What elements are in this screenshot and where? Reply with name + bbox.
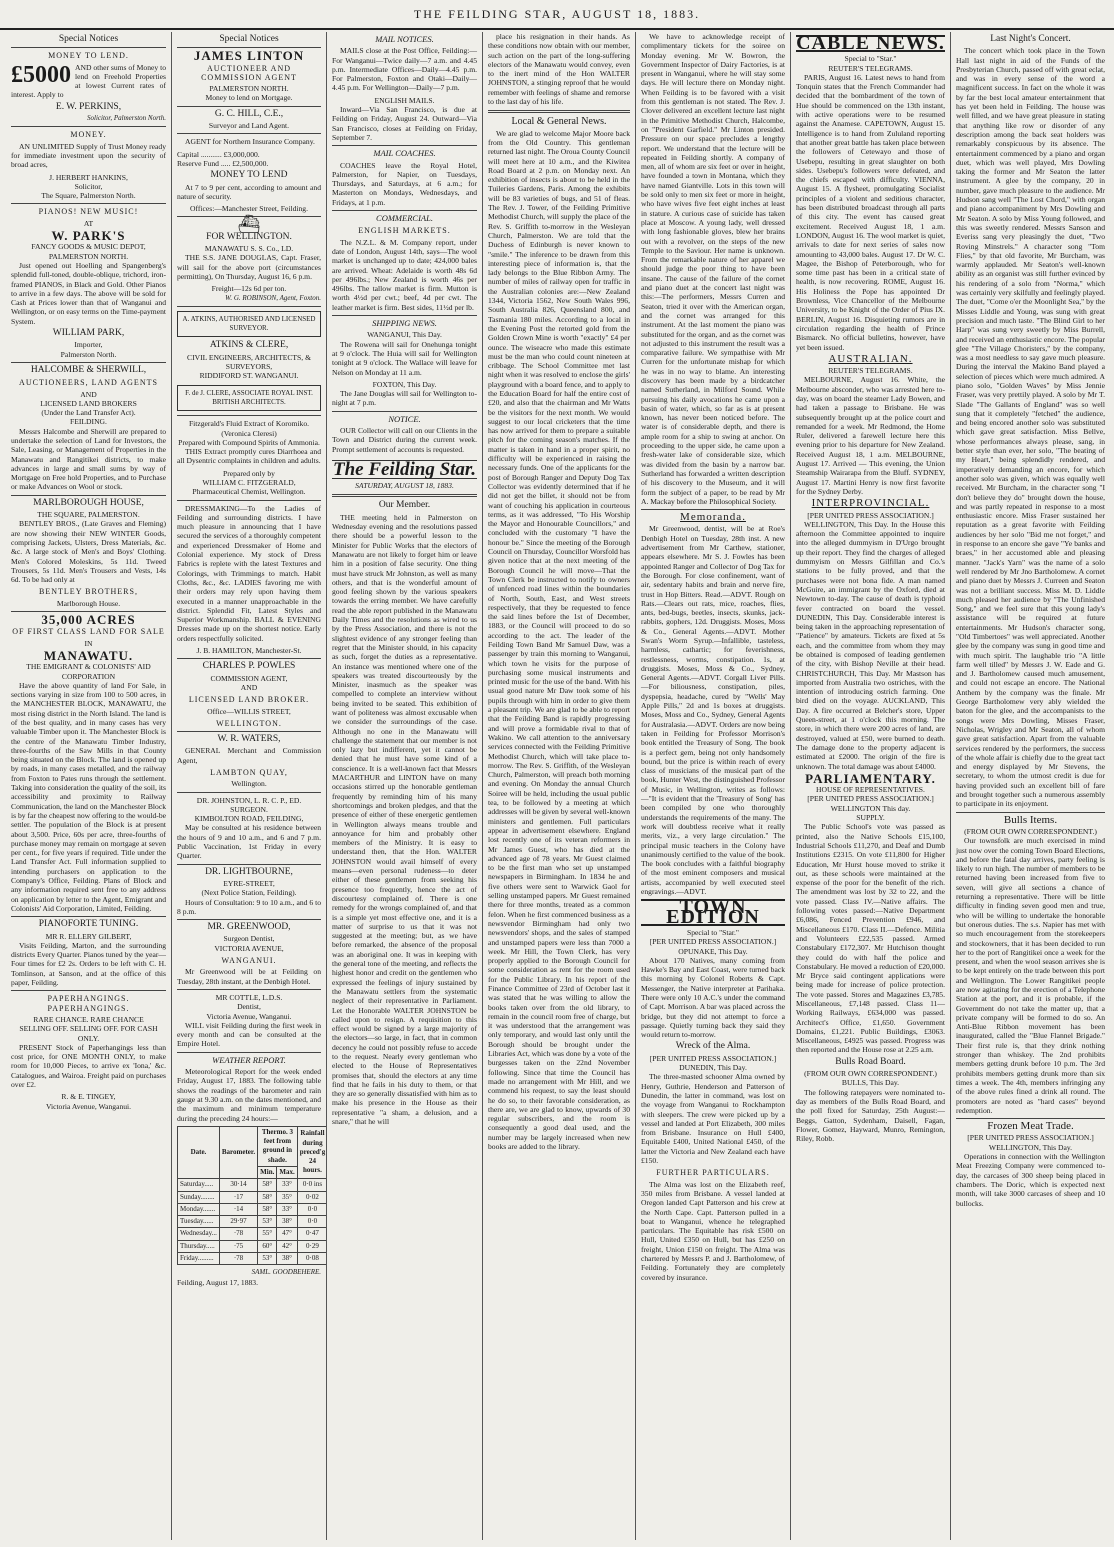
commercial-sub: ENGLISH MARKETS.: [358, 226, 451, 236]
bulls-road-title: Bulls Road Board.: [835, 1056, 906, 1067]
ad-title: MONEY.: [70, 130, 107, 140]
ad-role: Pharmaceutical Chemist, Wellington.: [192, 487, 306, 497]
parliamentary-body: The Public School's vote was passed as printed, also the Native Schools £15,100, Industrial Schools £11,270, and Deaf and Dumb Institutions £2315. On vote £11,800 for Higher Education, Mr Hurst house moved to strike it out, as these schools were maintained at the expense of the poor for the benefit of the rich. The amendment was lost by 32 to 22, and the vote passed. Class IV.—Native affairs. The following votes passed:—Native Department £6,086, Fenced Prevention £946, and Miscellaneous £170. Class II.—Defence. Militia and Volunteers £22,535 passed. Armed Constabulary £172,307. Mr Hutchison thought they could do with half the police and Constabulary. He moved a reduction of £20,000. Mr Bryce said contingent applications were being made for increase of police protection. The vote passed. Stores and Magazines £3,785. Miscellaneous, £7,148 passed. Class 11—Working Railways, £634,000 was passed. Architect's Office, £1,650. Government Domains, £1,221. Public Buildings, £3063. Miscellaneous, £4925 was passed. Progress was then reported and the House rose at 2.25 a.m.: [796, 822, 945, 1055]
ad-capital: Capital ........... £3,000,000.: [177, 149, 260, 159]
weather-cell: 35°: [277, 1191, 297, 1203]
weather-cell: 0·29: [297, 1240, 327, 1252]
local-news-body: We are glad to welcome Major Moore back from the Old Country. This gentleman returned last night. The Oroua County Council will meet here at 10 a.m., and the Kiwitea Road Board at 2 p.m. on Monday next. An exhibition of insects is about to be held in the Tuileries Gardens, Paris. Among the exhibits will be 83 varieties of bugs, and 51 of fleas. The Rev. J. Tower, of the Feilding Primitive Methodist Church, will supply the place of the Rev. S. Griffith to-morrow in the Wesleyan Church, Palmerston. We are told that the Duchess of Edinburgh is never known to "smile." The inference to be drawn from this interesting piece of information is, that the lady belongs to the Blue Ribbon Army. The number of miles of railway open for traffic in the Australian colonies are:—New Zealand 1344, Victoria 1562, New South Wales 996, South Australia 826, Queensland 800, and Tasmania 180 miles. According to a local in the Evening Post the retorted gold from the Golden Crown Mine is worth "exactly" £4 per ounce. The wiseacre who made this estimate must be the man who could count nineteen at cribbage. The School Committee met last night when it was resolved to enclose the girls' playground with a board fence, and to apply to the Education Board for half the entire cost of £20, and also that the chairman and Mr Watts be the visitors for the next month. We would suggest to our local cricketers that the time has now arrived for them to prepare a suitable pitch for the coming season's matches. If the matter is taken in hand in a proper spirit, no difficulty will be experienced in raising the necessary funds. One of the applicants for the post of Borough Ranger and Deputy Dog Tax Collector was evidently determined that if he did not get the billet, it should not be from want of couching his application in courteous terms, as it was addressed, "To His Worship the Mayor and Honourable Councillors," and concluded with the customary "I have the honour be." Since the meeting of the Borough Council on Thursday, Councillor Worsfold has given notice that at the next meeting of the Borough Council he will move—That the Town Clerk be instructed to notify to owners of unfenced road lines within the boundaries of North, South, East, and West streets respectively, that they be requested to fence the said lines before the 1st of December, 1883, or the Council will proceed to do so according to the act. The leader of the Feilding Town Band Mr Samuel Daw, was a passenger by train this morning to Wanganui, which town he visits for the purpose of purchasing some musical instruments and printed music for the use of the band. With his usual good nature Mr Daw took some of his pupils through with him in order to give them a pleasant trip. We are glad to be able to report that the Feilding Band is rapidly progressing and will prove a formidable rival to that of Wakino. We call attention to the anniversary services connected with the Feilding Primitive Methodist Church, which will take place to-morrow. The Rev. S. Griffith, of the Wesleyan Church, Palmerston, will preach both morning and evening. On Monday the annual Church Soiree will be held, including the usual public tea, to be followed by a meeting at which addresses will be given by several well-known ministers and gentlemen. Full particulars appear in advertisement elsewhere. England lost recently one of its veteran reformers in Mr James Guest, who has died at the advanced age of 78 years. Mr Guest claimed to be the first man who set up unstamped newspapers in Birmingham. In 1834 he and five others were sent to Warwick Gaol for selling unstamped papers. Mr Guest remained there for three months, treated as a common felon. When he first commenced business as a newsvendor Birmingham had only two newsvendors' shops, and the sales of stamped and unstamped papers were less than 7000 a week. Mr Hill, the Town Clerk, has very properly applied to the Borough Council for some consideration as rent for the room used for the Public Library. In his report of the Finance Committee of 23rd of October last it was stated that he was willing to allow the books taken over from the old library, to remain in the council room free of charge, but it was understood that the arrangement was only temporary, and would last only until the Borough should be brought under the Libraries Act, which was done by a vote of the burgesses taken on the 22nd November following. Since that time the Council has made no arrangement with Mr Hill, and we commend his request, to say the least should he do so, to their favorable consideration, as there are, we are glad to know, upwards of 30 regular subscribers, and the room is consequently a good deal used, and the number may be largely increased when new books are added to the library.: [488, 128, 630, 1152]
frozen-meat-body: Operations in connection with the Wellington Meat Freezing Company were commenced to-day, the carcases of 300 sheep being placed in chambers. The Doric, which is expected next month, will take 3000 carcases of sheep and 10 bullocks.: [956, 1152, 1105, 1208]
weather-cell: Tuesday......: [178, 1216, 220, 1228]
ad-address: EYRE-STREET,: [223, 878, 275, 888]
local-news-continued: We have to acknowledge receipt of complimentary tickets for the soiree on Monday evening. Mr W. Bowron, the Government Inspector of Dairy Factories, is at present in Wanganui, where he will stay some days. He will lecture there on Monday night. When Feilding is to be favored with a visit from this gentleman is not stated. The Rev. J. Clover delivered an excellent lecture last night in the Primitive Methodist Church, Halcombe, on "President Garfield." Mr Linton presided. Pressure on our space precludes a lengthy report. We understand that the lecture will be repeated in Feilding shortly. A company of men, all of whom are six feet or over in height, have founded a town in Montana, which they have named Giantville. Lots in this town will be sold only to men six feet or more in height, who have wives five feet eight inches at least in stature. A curious case of suicide has taken place at Moscow. A young lady, well dressed with long fashionable gloves, blew her brains out with a revolver, on the steps of the new Temple to the Saviour. Her name is unknown. From the remarkable nature of her apparel we should judge the poor thing to have been insane. The cause of the failure of the cornet and piano duet at the concert last night was this:—The performers, Messrs Curren and Seaton, tried it over with the American organ, and the cornet was arranged for this instrument. At the last moment the piano was substituted for the organ, and as the cornet was not adjusted to this instrument the result was a comparative failure. We sympathise with Mr Curren for the unfortunate mishap for which he was in no way to blame. An interesting discovery has been made by a birdcatcher named Sutherland, in Milford Sound. While pursuing his daily avocations he came upon a basin of water, which, so far as is at present known, has never been noticed before. The water is of considerable depth, and there is ample room for a ship to swing at anchor. On proceeding to the upper side, he came upon a fresh-water lake of considerable size, which was divided from the basin by a narrow bar. Sutherland has forwarded a written description of his discovery to the Museum, and it will form the subject of a paper, to be read by Mr A. Mackay before the Philosophical Society.: [641, 32, 785, 506]
divider: [332, 315, 477, 316]
ad-body: Messrs Halcombe and Sherwill are prepared to undertake the selection of Land for Investors, the Sale, Leasing, or Management of Properties in the Manawatu and Rangitikei districts, to make advances in large and small sums by way of Mortgage on Free hold Properties, and to Purchase or make Advances on Wool or stock.: [11, 426, 166, 492]
ad-town: Wellington.: [231, 779, 267, 789]
ad-body: AN UNLIMITED Supply of Trust Money ready for immediate investment upon the security of broad acres,: [11, 141, 166, 170]
weather-row: [178, 1216, 328, 1228]
business-card: F. de J. CLERE, ASSOCIATE ROYAL INST. BRITISH ARCHITECTS.: [177, 385, 321, 412]
correspondent: (FROM OUR OWN CORRESPONDENT.): [964, 826, 1097, 836]
weather-cell: 0·0 ins: [297, 1179, 327, 1191]
dateline: BULLS, This Day.: [841, 1078, 900, 1088]
ad-title: MONEY TO LEND: [210, 170, 288, 181]
ad-name: WILLIAM C. FITZGERALD,: [202, 477, 296, 487]
wreck-body: The three-masted schooner Alma owned by Henry, Guthrie, Henderson and Patterson of Dunedin, the latter in command, was lost on the voyage from Wanganui to Rockhampton with sleepers. The crew were picked up by a vessel and landed at Port Elizabeth, 300 miles from Brisbane. Insurance on Hull £400, Equitable £400, United National £450, of the latter the Victoria and New Zealand each have £150.: [641, 1072, 785, 1166]
weather-cell: ·78: [219, 1228, 257, 1240]
weather-cell: 55°: [258, 1228, 277, 1240]
column-1: [6, 32, 172, 1540]
divider: [177, 106, 321, 107]
australian-body: MELBOURNE, August 16. White, the Melbourne absconder, who was arrested here to-day, was on board the steamer Lady Bowen, and had taken a passage to Brisbane. He was subsequently brought up at the police court and remanded for a week. Mr Redmond, the Home Ruler, delivered a farewell lecture here this evening prior to his departure for New Zealand. Received August 18, 1 a.m. MELBOURNE, August 17. Arrived — This evening, the Union Steamship Wairarapa from the Bluff. SYDNEY, August 17. Martini Henry is now first favorite for the Sydney Derby.: [796, 375, 945, 496]
ad-body: At 7 to 9 per cent, according to amount and nature of security.: [177, 182, 321, 201]
ad-name: MR R. ELLERY GILBERT,: [45, 931, 132, 941]
ad-title: PIANOS! NEW MUSIC!: [38, 207, 139, 217]
ad-name: BENTLEY BROTHERS,: [39, 587, 138, 597]
concert-title: Last Night's Concert.: [990, 34, 1071, 44]
weather-table: [177, 1126, 327, 1266]
notice-title: NOTICE.: [388, 413, 421, 424]
ad-signature: WILLIAM PARK,: [52, 328, 125, 339]
weather-cell: ·17: [219, 1191, 257, 1203]
english-mails-body: Inward—Via San Francisco, is due at Feilding on Friday, August 24. Outward—Via San Francisco, closes at Feilding on Friday, September 7.: [332, 105, 477, 142]
town-edition-sub: Special to "Star.": [687, 927, 739, 937]
weather-cell: ·14: [219, 1203, 257, 1215]
ad-title: ATKINS & CLERE,: [209, 340, 289, 351]
ad-body: Visits Feilding, Marton, and the surrounding districts Every Quarter. Pianos tuned by the year—Four times for £2 2s. Orders to be left with C. H. Tomlinson, at Sanson, and at the office of this paper, Feilding.: [11, 940, 166, 988]
newspaper-flag: The Feilding Star.: [332, 458, 477, 480]
weather-cell: 30·14: [219, 1179, 257, 1191]
weather-cell: 0·0: [297, 1203, 327, 1215]
ad-title: MR COTTLE, L.D.S.: [215, 992, 283, 1002]
ad-body: THIS Extract promptly cures Diarrhoea and all Dysentric complaints in children and adults.: [177, 447, 321, 466]
ad-office: Office—WILLIS STREET,: [207, 706, 291, 716]
weather-cell: Thursday.....: [178, 1240, 220, 1252]
ad-sub: (Next Police Station, Feilding).: [201, 888, 297, 898]
weather-header: Barometer.: [219, 1126, 257, 1178]
divider: [11, 47, 166, 48]
ad-name: R. & E. TINGEY,: [61, 1092, 116, 1102]
ad-amount: £5000: [11, 61, 71, 88]
town-edition-title: TOWN EDITION: [641, 899, 785, 926]
weather-row: [178, 1203, 328, 1215]
press-association: REUTER'S TELEGRAMS.: [828, 63, 913, 73]
weather-cell: 38°: [277, 1216, 297, 1228]
ad-sub: MANAWATU S. S. Co., LD.: [204, 244, 294, 254]
divider: [177, 864, 321, 865]
weather-cell: 53°: [258, 1216, 277, 1228]
divider: [332, 494, 477, 497]
divider: [177, 306, 321, 307]
divider: [332, 145, 477, 146]
weather-subheader: Max.: [277, 1166, 297, 1178]
divider: [11, 990, 166, 991]
ad-office: Offices:—Manchester Street, Feilding.: [190, 204, 308, 214]
column-4: [483, 32, 636, 1540]
wreck-title: Wreck of the Alma.: [675, 1041, 751, 1052]
bulls-items-title: Bulls Items.: [1003, 813, 1058, 826]
weather-cell: 58°: [258, 1203, 277, 1215]
columns: [6, 32, 1110, 1540]
weather-signature: SAML. GOODBEHERE.: [251, 1268, 321, 1277]
column-7: [951, 32, 1110, 1540]
ad-town: WANGANUI.: [221, 956, 277, 966]
ad-address: Marlborough House.: [56, 598, 121, 608]
ad-body: DRESSMAKING—To the Ladies of Feilding and surrounding districts. I have much pleasure in announcing that I have secured the services of a thoroughly competent and experienced Dressmaker of Home and Colonial experience. My stock of Dress Fabrics is replete with the latest Textures and Colorings, with Trimmings to match. Habit Cloths, &c., &c. LADIES favoring me with their orders may rely upon having them executed in a manner unapproachable in the district. Splendid Fit, Latest Styles and Superior Workmanship. BALL & EVENING Dresses made up on the shortest notice. Early orders respectfully solicited.: [177, 503, 321, 643]
divider: [177, 792, 321, 793]
ad-sub: CIVIL ENGINEERS, ARCHITECTS, & SURVEYORS,: [187, 352, 311, 372]
weather-cell: 0·47: [297, 1228, 327, 1240]
ad-signature-line: Importer,: [74, 340, 103, 350]
further-title: FURTHER PARTICULARS.: [656, 1168, 770, 1178]
ad-body: PRESENT Stock of Paperhangings less than cost price, for ONE MONTH ONLY, to make room for 10,000 Pieces, to arrive ex 'Iona,' &c. Catalogues, and Wairoa. Freight paid on purchases over £2.: [11, 1042, 166, 1089]
column-header: Special Notices: [58, 34, 119, 44]
business-card: A. ATKINS, AUTHORISED AND LICENSED SURVEYOR.: [177, 311, 321, 338]
ad-sub: AUCTIONEER AND COMMISSION AGENT: [201, 63, 297, 82]
ad-body: Have the above quantity of land For Sale, in sections varying in size from 100 to 500 acres, in the MANCHESTER BLOCK, MANAWATU, the most rising district in the North Island. The land is of the best quality, and in many cases has very valuable Timber upon it. The Manchester Block is the centre of the Manawatu Timber Industry, three-fourths of the Saw Mills in that County being situated on the Block. The land is opened up by roads, in many cases metalled, and the railway from Foxton to Pates runs through the settlement. Taking into consideration the quality of the soil, its accessibility and proximity to Railway Communication, the land on the Manchester Block is by far the cheapest now offering to the would-be settler. The population of the Block is at present about 3,500. Price, 60s per acre, three-fourths of purchase money may remain on mortgage at seven per cent., for five years if required. Title under the Land Transfer Act. Full information supplied to intending purchasers on application to the Company's Office, Feilding. Plans of Block and any information required sent free to any address on application by letter to the Agent, Emigrant and Colonists' Aid Corporation, Limited, Feilding.: [11, 680, 167, 913]
ad-sub: Surveyor and Land Agent.: [208, 121, 290, 131]
divider: [332, 411, 477, 412]
weather-row: [178, 1253, 328, 1265]
interprovincial-title: INTERPROVINCIAL.: [811, 497, 930, 510]
ad-and: AND: [80, 389, 97, 399]
divider: [177, 1052, 321, 1053]
bulls-road-body: The following ratepayers were nominated to-day as members of the Bulls Road Board, and the poll fixed for Saturday, 25th August:—Beggs, Gatton, Sydenham, Daisell, Fagan, Flower, Gomez, Hayward, Munro, Remington, Riley, Robb.: [796, 1087, 945, 1144]
ad-body: WILL visit Feilding during the first week in every month and can be consulted at the Empire Hotel.: [177, 1020, 321, 1049]
ad-company: THE EMIGRANT & COLONISTS' AID CORPORATION: [26, 662, 151, 681]
ad-address: Victoria Avenue, Wanganui.: [45, 1101, 132, 1111]
ad-title: Fitzgerald's Fluid Extract of Koromiko. (Veronica Cleresi): [188, 419, 310, 438]
ad-sub: LICENSED LAND BROKER.: [188, 695, 310, 705]
ad-title: 35,000 ACRES: [41, 612, 136, 628]
ad-sub: SELLING OFF. SELLING OFF. FOR CASH ONLY.: [19, 1024, 158, 1043]
ad-sub: (Under the Land Transfer Act).: [41, 408, 136, 418]
leader-body: THE meeting held in Palmerston on Wednesday evening and the resolutions passed there should be a powerful lesson to the Minister for Public Works that the electors of Manawatu are not likely to forget him or leave him in a position of false security. One thing must have struck Mr Johnston, as well as many others, and that is the wonderful amount of good feeling shown by the various speakers towards the erring member. We have carefully read the able report published in the Manawatu Daily Times and the resolutions as wired to us by the Press Association, and there is not the slightest evidence of any stronger feeling than regret that the Minister should, in his capacity as such, forget the duties as a representative. An instance was mentioned where one of the speakers was treated discourteously by the Minister, inasmuch as the speaker was compelled to complete an interview without being invited to be seated. This exhibition of want of politeness was almost excusable when we consider the surroundings of the case. Although no one in the Manawatu will challenge the statement that our member is not only lazy but indifferent, yet it cannot be denied that he must have some kind of a conscience. It is a well-known fact that Messrs MACARTHUR and LINTON have on many occasions stirred up the honorable gentleman frequently by reminding him of his many shortcomings and broken pledges, and that the presence of either of these energetic gentlemen in Wellington always means trouble and annoyance for him and probably other members of the Ministry. It is easy to understand then, that the Hon. WALTER JOHNSTON would avail himself of every means—even personal rudeness—to deter either of these gentlemen from seeking his presence too frequently, hence the act of discourtesy complained of. There is one remedy for the wrongs complained of, and that is a simple yet most effective one, and it is a matter of surprise to us that it was not suggested at the meeting; but, as we have before remarked, the absence of the proposal was an aboriginal one. It was in keeping with the general tone of the meeting, and reflects the highest honor and credit on the gentlemen who expressed the feelings of injury sustained by the Manawatu settlers from the systematic neglect of their representative in Parliament. Let the Honorable WALTER JOHNSTON be called upon to resign. A requisition to this effect would be signed by a large majority of the electors—so large, in fact, that in common decency he could not possibly refuse to accede to the request. Nearly every gentleman who elected to the House of Representatives promises that, should the electors at any time find that he fails in his duty to them, or that they are so generally dissatisfied with him as to make his presence in the House as their representative "a sham, a delusion, and a snare," that he will: [332, 512, 477, 1127]
column-header: Special Notices: [219, 34, 279, 44]
frozen-meat-title: Frozen Meat Trade.: [987, 1120, 1074, 1133]
leader-continued: place his resignation in their hands. As these conditions now obtain with our member, such action on the part of the long-suffering electors of the Manawatu would convey, even to the inert mind of the Hon WALTER JOHNSTON, a stinging reproof that he would remember with feelings of shame and remorse to the last day of his life.: [488, 32, 630, 107]
weather-cell: 47°: [277, 1228, 297, 1240]
weather-cell: 60°: [258, 1240, 277, 1252]
supply-title: SUPPLY.: [856, 813, 885, 823]
parliamentary-title: PARLIAMENTARY.: [805, 770, 936, 786]
weather-cell: ·75: [219, 1240, 257, 1252]
ad-title: W. R. WATERS,: [217, 734, 281, 745]
divider: [11, 362, 166, 363]
ad-sub: AUCTIONEERS, LAND AGENTS: [19, 378, 158, 388]
shipping-title: SHIPPING NEWS.: [372, 318, 437, 329]
coach-body: COACHES leave the Royal Hotel, Palmerston, for Napier, on Tuesdays, Thursdays, and Saturdays, at 6 a.m.; for Masterton on Mondays, Wednesdays, and Fridays, at 1 p.m.: [332, 160, 477, 207]
ad-title: DR. JOHNSTON, L. R. C. P., ED. SURGEON.: [196, 795, 302, 814]
ad-place: MANAWATU.: [43, 647, 134, 663]
divider: [641, 509, 785, 510]
weather-header: Date.: [178, 1126, 220, 1178]
divider: [11, 203, 166, 204]
ad-freight: Freight—12s 6d per ton.: [211, 284, 287, 294]
notice-body: OUR Collector will call on our Clients in the Town and District during the current week. Prompt settlement of accounts is requested.: [332, 425, 477, 454]
column-6: [791, 32, 951, 1540]
ad-title: DR. LIGHTBOURNE,: [205, 866, 293, 877]
ad-sub: Prepared with Compound Spirits of Ammonia.: [178, 437, 320, 447]
dateline: OPUNAKE, This Day.: [678, 946, 748, 956]
shipping-place: WANGANUI, This Day.: [367, 330, 442, 340]
column-5: [636, 32, 791, 1540]
weather-cell: 0·0: [297, 1216, 327, 1228]
further-body: The Alma was lost on the Elizabeth reef, 350 miles from Brisbane. A vessel landed at Oregon landed Capt Patterson and his crew at the North Cape. Capt. Patterson pulled in a boat to Wanganui, whence he telegraphed particulars. The Equitable has risk £500 on Hull, United £350 on Hull, but has £250 on freight, Union £150 on freight. The Alma was chartered by Messrs P. and J. Bartholomew, of Feilding. Fortunately they are completely covered by insurance.: [641, 1179, 785, 1282]
ad-title: PAPERHANGINGS. PAPERHANGINGS.: [47, 994, 130, 1013]
divider: [177, 919, 321, 920]
dateline: WELLINGTON, This Day.: [988, 1142, 1073, 1152]
ad-places: RIDDIFORD ST. WANGANUI.: [199, 371, 299, 381]
australian-title: AUSTRALIAN.: [828, 352, 913, 365]
local-news-title: Local & General News.: [511, 116, 607, 128]
ad-body: Just opened out Hoelling and Spangenberg's splendid full-toned, double-oblique, trichord, iron-framed PIANOS, in Black and Gold. Other Pianos to arrive in a few days. The above will be sold for Cash at Prices lower than that of Wanganui and Wellington, or on easy terms on the Time-payment System.: [11, 260, 166, 326]
weather-cell: 42°: [277, 1240, 297, 1252]
ad-town: FEILDING.: [70, 417, 107, 427]
weather-cell: 0·08: [297, 1253, 327, 1265]
weather-cell: Saturday.....: [178, 1179, 220, 1191]
ad-sub: COMMISSION AGENT,: [210, 673, 288, 683]
divider: [177, 731, 321, 732]
weather-row: [178, 1228, 328, 1240]
press-association: [PER UNITED PRESS ASSOCIATION.]: [649, 937, 777, 947]
divider: [488, 110, 630, 113]
divider: [177, 658, 321, 659]
weather-cell: ·78: [219, 1253, 257, 1265]
cable-news-body: PARIS, August 16. Latest news to hand from Tonquin states that the French Commander had decided that the bombardment of the town of Hue should be commenced on the 13th instant, with active operations were to be resumed against the Anamese. CAPETOWN, August 15. Intelligence is to hand from Zululand reporting that another great battle has taken place between the followers of Cetewayo and those of Usebepu, resulting in great slaughter on both sides. Usebepu's followers were defeated, and the chiefs escaped with difficulty. VIENNA, August 15. A flysheet, promulgating Socialist principles of a violent and seditious character, has been distributed broadcast through all parts of this city. The event has caused great excitement. Received August 18, 1 a.m. LONDON, August 16. The wool market is quiet, arrivals to date for next series of sales now amounting to 43,000 bales. August 17. Dr W. C. Magee, the Bishop of Peterborough, who for some time past has been in a critical state of health, is now recovering. ROME, August 16. His Holiness the Pope has appointed Dr Brownless, Vice Chancellor of the Melbourne University, to be Knight of the Order of Pius IX. BERLIN, August 16. Disquieting rumors are in circulation regarding the health of Prince Bismarck. No official bulletins, however, have yet been issued.: [796, 72, 945, 352]
ad-role: Solicitor,: [74, 181, 103, 191]
weather-date: Feilding, August 17, 1883.: [177, 1277, 259, 1287]
ad-body: Hours of Consultation: 9 to 10 a.m., and 6 to 8 p.m.: [177, 897, 321, 916]
ad-signature-line: Palmerston North.: [60, 349, 117, 359]
cable-news-sub: Special to "Star.": [844, 54, 897, 64]
ad-at: AT: [83, 218, 94, 228]
press-association: [PER UNITED PRESS ASSOCIATION.]: [967, 1133, 1094, 1143]
ad-sub: OF FIRST CLASS LAND FOR SALE: [12, 627, 165, 637]
ad-address: VICTORIA AVENUE,: [214, 943, 284, 953]
ad-body: Mr Greenwood will be at Feilding on Tuesday, 28th instant, at the Denbigh Hotel.: [177, 967, 321, 986]
ad-sub: FANCY GOODS & MUSIC DEPOT, PALMERSTON NORTH.: [31, 242, 146, 261]
ad-sub: Dentist,: [237, 1002, 261, 1012]
cable-news-title: CABLE NEWS.: [796, 32, 945, 54]
town-edition-body: About 170 Natives, many coming from Hawke's Bay and East Coast, were turned back this morning by Colonel Roberts & Capt. Messenger, the Native interpreter at Parihaka. There were only 10 A.C.'s under the command of Capt. Morrison. A bar was placed across the bridge, but they did not attempt to force a passage. Quietly turning back they said they would return to-morrow.: [641, 955, 785, 1040]
correspondent: (FROM OUR OWN CORRESPONDENT.): [804, 1069, 937, 1079]
shipping-body: The Rowena will sail for Onehunga tonight at 9 o'clock. The Huia will sail for Wellington tonight at 9 o'clock. The Wallace will leave for Nelson on Monday at 11 a.m.: [332, 339, 477, 377]
weather-cell: Friday.........: [178, 1253, 220, 1265]
weather-cell: 0·02: [297, 1191, 327, 1203]
ad-name: W. PARK'S: [51, 228, 126, 244]
divider: [11, 495, 166, 496]
commercial-body: The N.Z.L. & M. Company report, under date of London, August 14th, says—The wool market is unchanged up to date; 424,000 bales are arrived. Wheat: Adelaide is worth 48s 6d per 496lbs.; New Zealand is worth 46s per 496lbs. The tallow market is firm. Mutton is worth 4½d per cwt.; beef, 4d per cwt. The leather market is firm. Best sides, 11½d per lb.: [332, 237, 477, 312]
ad-title: MR. GREENWOOD,: [207, 922, 291, 933]
divider: [11, 916, 166, 917]
ad-prep: Prepared only by: [223, 468, 275, 478]
page-masthead: THE FEILDING STAR, AUGUST 18, 1883.: [0, 0, 1114, 30]
ad-address: The Square, Palmerston North.: [41, 191, 136, 201]
ad-in: IN: [84, 638, 93, 648]
press-association: [PER UNITED PRESS ASSOCIATION.]: [807, 794, 934, 804]
mail-body: MAILS close at the Post Office, Feilding:— For Wanganui—Twice daily—7 a.m. and 4.45 p.m. Intermediate Offices—Daily—4.45 p.m. For Palmerston, Foxton and Otaki—Daily—4.45 p.m. For Wellington—Daily—7 p.m.: [332, 46, 477, 93]
english-mails-title: ENGLISH MAILS.: [374, 95, 435, 105]
press-association: [PER UNITED PRESS ASSOCIATION.]: [649, 1053, 777, 1063]
divider: [956, 812, 1105, 813]
weather-row: [178, 1179, 328, 1191]
weather-row: [178, 1191, 328, 1203]
steamship-icon: ⛴: [237, 214, 261, 235]
mail-title: MAIL NOTICES.: [375, 34, 434, 44]
ad-address: Victoria Avenue, Wanganui.: [206, 1011, 292, 1021]
concert-body: The concert which took place in the Town Hall last night in aid of the Funds of the Presbyterian Church, passed off with great eclat, and was in every sense of the word a magnificent success. In fact on the whole it was by far the best local amateur entertainment that has yet been held in Feilding. The house was well filled, and we have great pleasure in stating that anything like row or disorder of any description among the back seat holders was remarkably conspicuous by its absence. The entertainment commenced by a piano and organ duet, which was well played, Mrs Dowling taking the former and Mr Seaton the latter instrument. A glee by the company, 20 in number, gave much pleasure to the audience. Mr Hudson sang well "The Lost Chord," with organ and piano accompaniment by Mrs Dowling and Mr Seaton. A solo by Miss Young followed, and this was sweetly rendered. Messrs Sanson and Everiss sang very pleasingly the duet, "Two Roving Minstrels." A character song "Tom Flies," by that old favorite, Mr Burcham, was warmly applauded. Mr Seaton's well-known ability as an organist was still further evinced by his rendering of a solo from "Norma," which was certainly very skilfully and feelingly played. The duet, "Come o'er the Moonlight Sea," by the Misses Liddle and Young, was sung with great precision and much taste. "The Blind Girl to her Harp" was sung very sweetly by Miss Burrell, and received an enthusiastic encore. The popular glee "The Village Choristers," by the company, was a most needless to say gave much pleasure. During the interval the Makino Band played a selection of pieces which were much admired. A piano solo, "Golden Waves" by Miss Jennie Fraser, was very prettily played. A solo by Mr T. Slade "The Gallants of England" was so well sung that it completely "fetched" the audience, and being encored another solo was substituted which gave great satisfaction. Miss Bellve, whose performances always please, sang, in better style than ever, her solo, "The beating of my Heart," being splendidly rendered, and imperatively demanding an encore, for which another solo was given, which was equally well received. Mr Burcham, in the character song "I don't believe they do" brought down the house, and was partly repeated in response to a most enthusiastic encore. Miss Fraser sustained her reputation as a great favorite with Feilding audiences by her solo "Bid me not forget," and in response to an encore she gave "Ye banks and braes," in her accustomed able and pleasing manner. "Jack's Yarn" was the name of a solo well rendered by Mr Jno Bartholomew. A cornet and piano duet by Messrs J. Curreen and Seaton was not a brilliant success. Miss M. D. Liddle much pleased her audience by "The Unfinished Song," and we feel sure that this young lady's assistance will be required at future entertainments. Mr Hudson's character song, "Old Timbertoes" was well appreciated. Another glee by the company was sung in good time and with much spirit. The laughable trio "A little farm well tilled" by Messrs J. W. Eade and G. and J. Bartholomew caused much amusement, and could not escape an encore. The National Anthem by the company was the finale. Mr George Bartholomew very ably wielded the baton for the glee, and the accompanists to the songs were Mrs Dowling, Misses Fraser, Nicholas, Wrigley and Mr Seaton, all of whom gave great satisfaction. Apart from the valuable services rendered by the performers, the success of the whole affair is chiefly due to the great tact and energy displayed by Mr Stevens, the secretary, to whom the utmost credit is due for having provided such an excellent bill of fare and brought together such a numerous assembly to participate in its enjoyment.: [956, 46, 1105, 809]
divider: [11, 126, 166, 127]
dateline: DUNEDIN, This Day.: [679, 1063, 747, 1073]
ad-title: MONEY TO LEND.: [48, 51, 129, 61]
ad-title: CHARLES P. POWLES: [202, 661, 296, 672]
divider: [177, 415, 321, 416]
bulls-items-body: Our townsfolk are much exercised in mind just now over the coming Town Board Elections, and before the fatal day arrives, party feeling is likely to run high. The number of members to be returned having been increased from five to seven, will give all sections a chance of returning a representative. There will be little difficulty in finding seven good men and true, who will be willing to undertake the honorable but onerous duties. The s.s. Napier has met with so much encouragement from the storekeepers and stockowners, that it has been decided to run her to the port of Rangitikei once a week for the present, and when the wool season arrives she is to be kept entirely on the trade between this port and Wellington. The Lower Rangitikei people are now agitating for the erection of a Telephone Station at the port, and it is probable, if the Government do not take the matter up, that a private company will be formed to do so. An Anti-Blue Ribbon movement has been inaugurated, called the "Blue Flannel Brigade." Their first rule is, that they drink nothing stronger than whiskey. The 2nd prohibits members getting drunk before 10 p.m. The 3rd prohibits members getting drunk more than six times a week. The 4th, members infringing any of the above rules fined a drink all round. The promoters are noted as "hard cases" beyond redemption.: [956, 836, 1105, 1115]
ad-agent: W. G. ROBINSON, Agent, Foxton.: [225, 293, 321, 302]
ad-address: LAMBTON QUAY,: [210, 768, 288, 777]
press-association: REUTER'S TELEGRAMS.: [828, 366, 913, 376]
divider: [177, 989, 321, 990]
weather-subheader: Min.: [258, 1166, 277, 1178]
ad-title: G. C. HILL, C.E.,: [214, 108, 284, 119]
ad-reserve: Reserve Fund ..... £2,500,000.: [177, 158, 269, 168]
ad-role: Solicitor, Palmerston North.: [87, 114, 166, 123]
weather-cell: Monday.......: [178, 1203, 220, 1215]
ad-town: WELLINGTON.: [216, 718, 282, 728]
ad-title: HALCOMBE & SHERWILL,: [30, 364, 147, 375]
interprovincial-body: WELLINGTON, This Day. In the House this afternoon the Committee appointed to inquire into the alleged dummyism in D'Urgo brought up their report. They find the charges of alleged dummyism on Messrs Gilfillan and Co.'s stations to be fully proved, and that the purchases were not bona fide. A man named McGuire, an immigrant by the Oxford, died at Newtown to-day. The cause of death is typhoid fever contracted on board the vessel. DUNEDIN, This Day. Considerable interest is being taken in the approaching representation of "Patience" by amateurs. Tickets are fixed at 5s each, and the committee from whom they may be obtained is composed of leading gentlemen of the city, with Bishop Neville at their head. CHRISTCHURCH, This Day. Mr Mastson has imported from Australia two ostriches, with the intention of introducing ostrich farming. One bird died on the voyage. AUCKLAND, This Day. A fire occurred at Belcher's store, Upper Queen-street, at 1 o'clock this morning. The store, in which there were 200 acres of land, are destroyed, valued at £50, were burned to death. The damage done to the property adjacent is estimated at £2000. The origin of the fire is unknown. The total damage was about £4000.: [796, 519, 945, 771]
leader-title: Our Member.: [378, 500, 431, 511]
weather-cell: 38°: [277, 1253, 297, 1265]
ad-address: KIMBOLTON ROAD, FEILDING,: [194, 814, 304, 824]
weather-cell: 29·97: [219, 1216, 257, 1228]
ad-sub: THE SQUARE, PALMERSTON.: [37, 510, 140, 520]
divider: [956, 1118, 1105, 1119]
weather-cell: 33°: [277, 1203, 297, 1215]
ad-title: MARLBOROUGH HOUSE,: [33, 497, 144, 508]
weather-cell: Sunday........: [178, 1191, 220, 1203]
ad-body: GENERAL Merchant and Commission Agent,: [177, 746, 321, 765]
divider: [177, 133, 321, 134]
ad-body: AGENT for Northern Insurance Company.: [185, 137, 315, 147]
ad-body: May be consulted at his residence between the hours of 9 and 10 a.m., and 6 and 7 p.m. Public Vaccination, 1st Friday in every Quarter.: [177, 823, 321, 861]
weather-cell: 58°: [258, 1179, 277, 1191]
divider: [332, 210, 477, 211]
ad-title: FOR WELLINGTON.: [206, 231, 292, 242]
weather-rows: [178, 1179, 328, 1265]
weather-cell: 53°: [258, 1253, 277, 1265]
divider: [177, 500, 321, 501]
ad-title: PIANOFORTE TUNING.: [38, 919, 139, 930]
weather-intro: Meteorological Report for the week ended Friday, August 17, 1883. The following table shows the readings of the barometer and rain gauge at 9.30 a.m. on the dates mentioned, and the maximum and minimum temperature during the preceding 24 hours:—: [177, 1067, 321, 1123]
column-3: [327, 32, 483, 1540]
dateline: WELLINGTON This day.: [830, 803, 911, 813]
ad-name: E. W. PERKINS,: [55, 101, 122, 112]
commercial-title: COMMERCIAL.: [376, 213, 433, 224]
ad-name: J. B. HAMILTON, Manchester-St.: [196, 646, 302, 656]
weather-cell: Wednesday...: [178, 1228, 220, 1240]
ad-body: THE S.S. JANE DOUGLAS, Capt. Fraser, will sail for the above port (circumstances permitting), On Thursday, August 16, 6 p.m.: [177, 253, 321, 281]
coach-title: MAIL COACHES.: [373, 148, 436, 159]
ad-sub: LICENSED LAND BROKERS: [40, 398, 137, 408]
ad-address: PALMERSTON NORTH.: [209, 84, 289, 94]
column-2: [172, 32, 327, 1540]
ad-body: BENTLEY BROS., (Late Graves and Fleming) are now showing their NEW WINTER Goods, comprising Jackets, Ulsters, Dress Materials, &c. &c. A large stock of Men's and Boys' Clothing. Men's Colored Moleskins, 5s 11d. Tweed Trousers, 5s 11d. Men's Trousers and Vests, 14s 6d. To be had only at: [11, 519, 166, 585]
ad-sub: Surgeon Dentist,: [223, 934, 275, 944]
ad-and: AND: [240, 682, 258, 692]
weather-header: Rainfall during preced'g 24 hours.: [297, 1126, 327, 1178]
memoranda-body: Mr Greenwood, dentist, will be at Roe's Denbigh Hotel on Tuesday, 28th inst. A new advertisement from Mr Carthew, stationer, appears elsewhere. Mr S. J. Fowles has been appointed Ranger and Collector of Dog Tax for the Borough. For close confinement, want of air, sedentary habits and brain and nerve fire, trust in Hop Bitters. Read.—ADVT. Rough on Rats.—Clears out rats, mice, roaches, flies, ants, bed-bugs, beetles, insects, skunks, jack-rabbits, gophers, 12d. Druggists. Moses, Moss & Co., General Agents.—ADVT. Mother Swan's Worm Syrup.—Infallible, tasteless, harmless, cathartic; for feverishness, restlessness, worms, constipation. 1s, at druggists. Moses, Moss & Co., Sydney, General Agents.—ADVT. Corgall Liver Pills.—For biliousness, constipation, piles, dyspepsia, headache, cured by "Wells' May Apple Pills," 2d and 1s boxes at druggists. Moses, Moss and Co., Sydney, General Agents for Australasia.—ADVT. Orders are now being taken in Feilding for Professor Morrison's book entitled the Treasury of Song. The book is a perfect gem, being not only handsomely bound, but the price is within reach of every class of musicians of the musical part of the book, Hunter West, the distinguished Professor of Music, in Wellington, writes as follows:—"It is evident that the 'Treasury of Song' has been compiled by one who thoroughly understands the requirements of the many. The work will doubtless receive what it really merits, viz., a very large circulation." The principal music teachers in the Colony have unanimously certified to the value of the book. The book concludes with a faithful biography of the most eminent composers and musical artists, accompanied by well executed steel engravings.—ADVT.: [641, 524, 785, 897]
weather-cell: 58°: [258, 1191, 277, 1203]
weather-cell: 33°: [277, 1179, 297, 1191]
memoranda-title: Memoranda.: [680, 511, 746, 524]
issue-date: SATURDAY, AUGUST 18, 1883.: [355, 481, 454, 491]
ad-title: JAMES LINTON: [193, 48, 305, 64]
ad-sub: RARE CHANCE. RARE CHANCE: [33, 1014, 144, 1024]
weather-title: WEATHER REPORT.: [212, 1054, 286, 1065]
parliamentary-sub: HOUSE OF REPRESENTATIVES.: [816, 785, 925, 795]
ad-body: Money to lend on Mortgage.: [205, 93, 293, 103]
ad-name: J. HERBERT HANKINS,: [49, 172, 128, 182]
shipping-body: The Jane Douglas will sail for Wellington to-night at 7 p.m.: [332, 389, 477, 408]
shipping-place: FOXTON, This Day.: [372, 379, 437, 389]
ad-body: £5000 AND other sums of Money to lend on Freehold Properties at lowest Current rates of interest. Apply to: [11, 61, 166, 100]
weather-row: [178, 1240, 328, 1252]
press-association: [PER UNITED PRESS ASSOCIATION.]: [807, 510, 934, 520]
weather-header: Thermo. 3 feet from ground in shade.: [258, 1126, 298, 1166]
